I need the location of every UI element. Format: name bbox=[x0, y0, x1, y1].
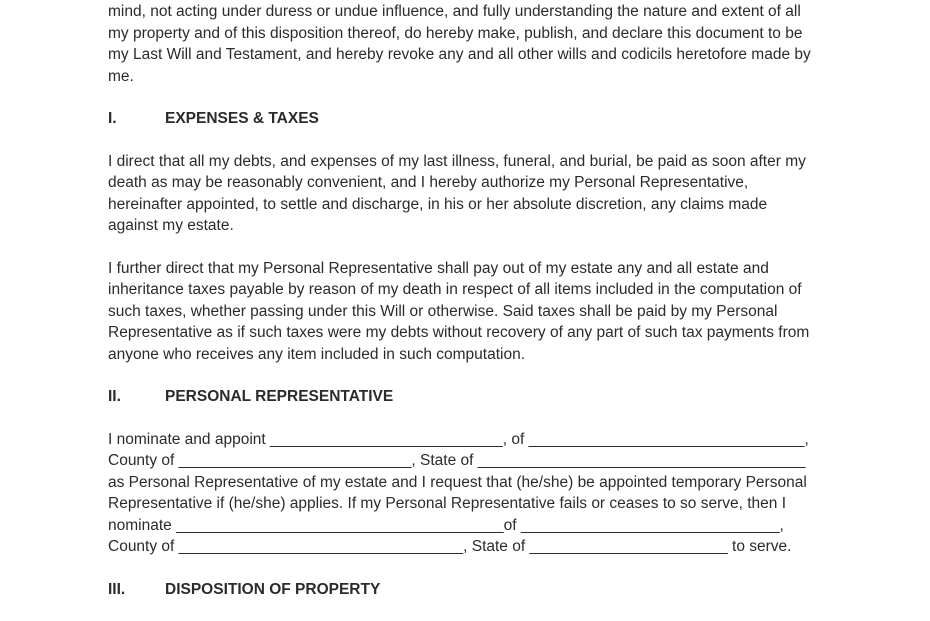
section-1-paragraph-1: I direct that all my debts, and expenses of my last illness, funeral, and burial, be paid as soon after my death as may be reasonably convenient, and I hereby authorize my Personal Representative, hereinafter appointed, to settle and discharge, in his or her absolute discretion, any claims made against my estate. bbox=[108, 152, 806, 234]
section-2-title: PERSONAL REPRESENTATIVE bbox=[165, 388, 394, 405]
intro-paragraph-continued: mind, not acting under duress or undue influence, and fully understanding the nature and extent of all my property and of this disposition thereof, do hereby make, publish, and declare this document to be my Last Will and Testament, and hereby revoke any and all other wills and codicils heretofore made by me. bbox=[108, 3, 811, 85]
section-1-number: I. bbox=[108, 110, 117, 127]
section-heading-disposition-of-property bbox=[108, 579, 820, 601]
section-1-title: EXPENSES & TAXES bbox=[165, 110, 319, 127]
section-3-title: DISPOSITION OF PROPERTY bbox=[165, 580, 381, 598]
section-3-number: III. bbox=[108, 580, 126, 598]
section-heading-expenses-taxes bbox=[108, 108, 820, 130]
section-1-paragraph-2: I further direct that my Personal Representative shall pay out of my estate any and all estate and inheritance taxes payable by reason of my death in respect of all items included in the computation of such taxes, whether passing under this Will or otherwise. Said taxes shall be paid by my Personal Representative as if such taxes were my debts without recovery of any part of such tax payments from anyone who receives any item included in such computation. bbox=[108, 259, 810, 363]
section-heading-personal-representative bbox=[108, 386, 820, 408]
section-2-number: II. bbox=[108, 388, 121, 405]
document-content bbox=[108, 1, 820, 621]
section-2-paragraph-1: I nominate and appoint ___________________________, of ________________________________, County of ___________________________, State of ______________________________________ as Personal Representative of my estate and I request that (he/she) be appointed temporary Personal Representative if (he/she) applies. If my Personal Representative fails or ceases to so serve, then I nominate ______________________________________of ______________________________, County of _________________________________, State of _______________________ to serve. bbox=[108, 430, 809, 555]
